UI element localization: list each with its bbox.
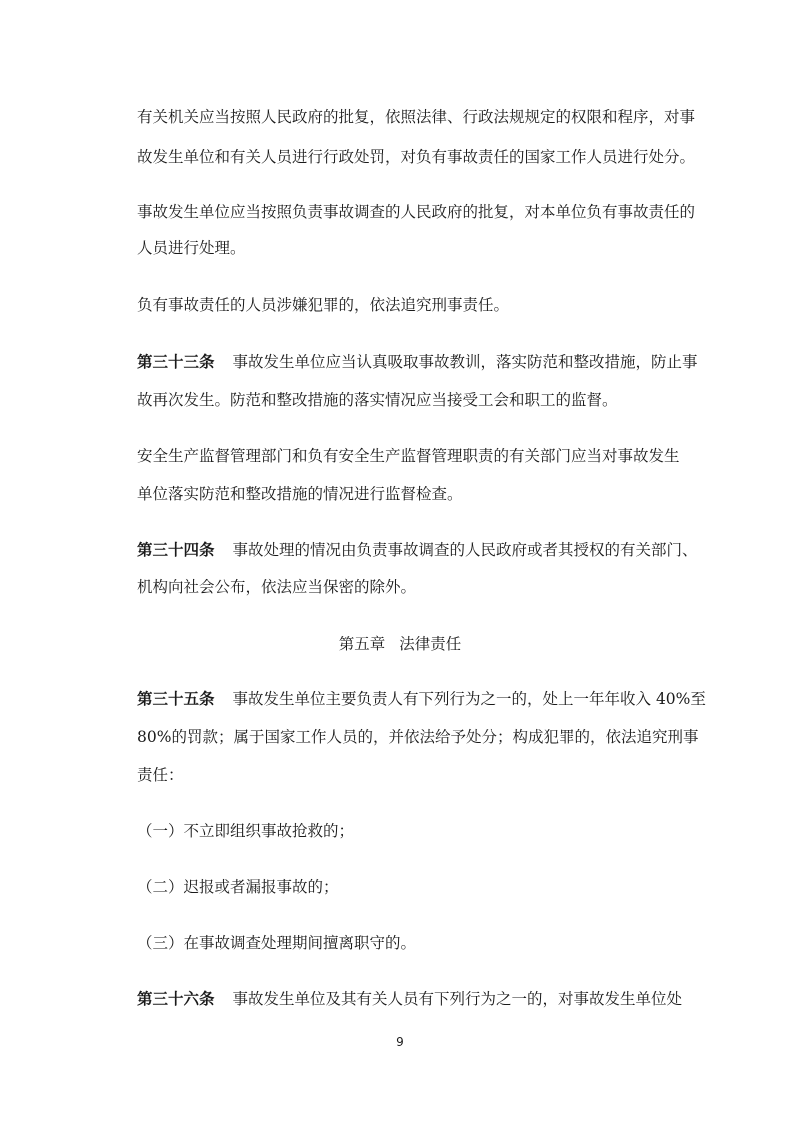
paragraph-line: 有关机关应当按照人民政府的批复，依照法律、行政法规规定的权限和程序，对事 xyxy=(137,108,696,126)
article-33-label: 第三十三条 xyxy=(137,353,215,371)
article-33-line xyxy=(137,352,698,372)
article-33-text: 事故发生单位应当认真吸取事故教训，落实防范和整改措施，防止事 xyxy=(232,353,698,371)
paragraph-line: 故再次发生。防范和整改措施的落实情况应当接受工会和职工的监督。 xyxy=(137,391,618,409)
paragraph-line: 安全生产监督管理部门和负有安全生产监督管理职责的有关部门应当对事故发生 xyxy=(137,447,680,465)
paragraph-line: 80%的罚款；属于国家工作人员的，并依法给予处分；构成犯罪的，依法追究刑事 xyxy=(137,728,699,746)
paragraph-line: 责任： xyxy=(137,766,184,784)
chapter-number: 第五章 xyxy=(338,635,386,653)
chapter-title: 法律责任 xyxy=(399,635,462,653)
paragraph-line: 单位落实防范和整改措施的情况进行监督检查。 xyxy=(137,485,463,503)
paragraph-line: 人员进行处理。 xyxy=(137,239,246,257)
list-item: （二）迟报或者漏报事故的； xyxy=(137,878,339,896)
paragraph-line: 故发生单位和有关人员进行行政处罚，对负有事故责任的国家工作人员进行处分。 xyxy=(137,148,696,166)
article-35-text: 事故发生单位主要负责人有下列行为之一的，处上一年年收入 40%至 xyxy=(232,690,706,708)
list-item: （三）在事故调查处理期间擅离职守的。 xyxy=(137,934,417,952)
article-34-label: 第三十四条 xyxy=(137,541,215,559)
article-36-line xyxy=(137,989,682,1009)
page-number: 9 xyxy=(396,1035,404,1049)
paragraph-line: 事故发生单位应当按照负责事故调查的人民政府的批复，对本单位负有事故责任的 xyxy=(137,203,696,221)
article-35-label: 第三十五条 xyxy=(137,690,215,708)
article-36-label: 第三十六条 xyxy=(137,990,215,1008)
article-35-line xyxy=(137,689,706,709)
article-34-text: 事故处理的情况由负责事故调查的人民政府或者其授权的有关部门、 xyxy=(232,541,698,559)
paragraph-line: 负有事故责任的人员涉嫌犯罪的，依法追究刑事责任。 xyxy=(137,296,510,314)
article-34-line xyxy=(137,540,698,560)
list-item: （一）不立即组织事故抢救的； xyxy=(137,822,355,840)
chapter-heading xyxy=(0,634,800,654)
article-36-text: 事故发生单位及其有关人员有下列行为之一的，对事故发生单位处 xyxy=(232,990,683,1008)
paragraph-line: 机构向社会公布，依法应当保密的除外。 xyxy=(137,578,417,596)
